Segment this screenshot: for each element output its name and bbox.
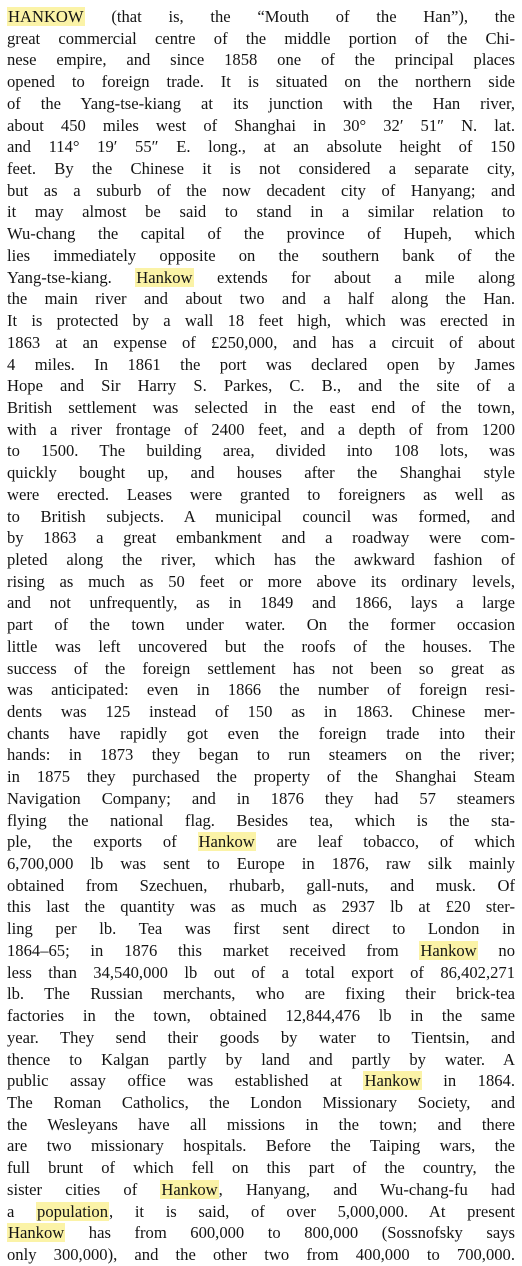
highlighted-term: Hankow — [420, 940, 477, 960]
text-line: ling per lb. Tea was first sent direct to London in — [7, 919, 515, 939]
text-line: HANKOW (that is, the “Mouth of the Han”), the — [8, 7, 515, 26]
text-line: and not unfrequently, as in 1849 and 1866, lays a large — [7, 593, 515, 613]
text-line: this last the quantity was as much as 2937 lb at £20 ster- — [7, 897, 515, 917]
text-line: hands: in 1873 they began to run steamers on the river; — [7, 745, 515, 765]
article-text — [7, 6, 515, 1266]
text-line: with a river frontage of 2400 feet, and a depth of from 1200 — [7, 419, 515, 439]
text-line: full brunt of which fell on this part of the country, the — [7, 1158, 515, 1178]
text-line: British settlement was selected in the east end of the town, — [7, 397, 515, 417]
text-line: little was left uncovered but the roofs of the houses. The — [7, 636, 515, 656]
text-line: 1863 at an expense of £250,000, and has a circuit of about — [7, 332, 515, 352]
text-line: and 114° 19′ 55″ E. long., at an absolute height of 150 — [7, 137, 515, 157]
text-line: opened to foreign trade. It is situated on the northern side — [7, 72, 515, 92]
text-line: factories in the town, obtained 12,844,476 lb in the same — [7, 1006, 515, 1026]
text-line: ple, the exports of Hankow are leaf tobacco, of which — [7, 832, 515, 852]
text-line: was anticipated: even in 1866 the number of foreign resi- — [7, 680, 515, 700]
highlighted-term: Hankow — [136, 267, 193, 287]
highlighted-term: population — [37, 1201, 109, 1221]
text-line: lb. The Russian merchants, who are fixing their brick-tea — [7, 984, 515, 1004]
text-line: of the Yang-tse-kiang at its junction with the Han river, — [7, 93, 515, 113]
text-line: were erected. Leases were granted to foreigners as well as — [7, 484, 515, 504]
text-line: Yang-tse-kiang. Hankow extends for about a mile along — [7, 267, 515, 287]
text-line: 4 miles. In 1861 the port was declared open by James — [7, 354, 515, 374]
text-line: year. They send their goods by water to Tientsin, and — [7, 1027, 515, 1047]
text-line: lies immediately opposite on the southern bank of the — [7, 245, 515, 265]
text-line: feet. By the Chinese it is not considered a separate city, — [7, 159, 515, 179]
text-line: public assay office was established at Hankow in 1864. — [7, 1071, 515, 1091]
text-line: great commercial centre of the middle portion of the Chi- — [7, 28, 515, 48]
text-line: a population, it is said, of over 5,000,000. At present — [7, 1201, 515, 1221]
text-line: dents was 125 instead of 150 as in 1863. Chinese mer- — [7, 702, 515, 721]
text-line: by 1863 a great embankment and a roadway were com- — [7, 528, 515, 548]
highlighted-term: HANKOW — [8, 7, 84, 26]
text-line: Hankow has from 600,000 to 800,000 (Sossnofsky says — [8, 1223, 515, 1243]
text-line: are two missionary hospitals. Before the Taiping wars, the — [7, 1136, 515, 1156]
text-line: It is protected by a wall 18 feet high, which was erected in — [7, 311, 515, 331]
text-line: less than 34,540,000 lb out of a total export of 86,402,271 — [7, 962, 515, 982]
text-line: The Roman Catholics, the London Missionary Society, and — [7, 1092, 515, 1112]
text-line: nese empire, and since 1858 one of the principal places — [7, 50, 515, 70]
text-line: Navigation Company; and in 1876 they had 57 steamers — [7, 788, 515, 808]
text-line: quickly bought up, and houses after the Shanghai style — [7, 463, 515, 483]
highlighted-term: Hankow — [161, 1179, 218, 1199]
text-line: 6,700,000 lb was sent to Europe in 1876, raw silk mainly — [7, 854, 515, 874]
text-line: the Wesleyans have all missions in the town; and there — [7, 1114, 515, 1134]
text-line: to British subjects. A municipal council was formed, and — [7, 506, 515, 526]
text-line: about 450 miles west of Shanghai in 30° 32′ 51″ N. lat. — [7, 115, 515, 135]
text-line: it may almost be said to stand in a similar relation to — [7, 202, 515, 222]
text-line: but as a suburb of the now decadent city of Hanyang; and — [7, 180, 515, 200]
text-line: success of the foreign settlement has not been so great as — [7, 658, 515, 678]
text-line: sister cities of Hankow, Hanyang, and Wu-chang-fu had — [7, 1179, 515, 1199]
text-line: thence to Kalgan partly by land and partly by water. A — [7, 1049, 515, 1069]
highlighted-term: Hankow — [8, 1223, 65, 1243]
text-line: pleted along the river, which has the awkward fashion of — [7, 549, 515, 569]
text-line: to 1500. The building area, divided into 108 lots, was — [7, 441, 515, 461]
text-line: Hope and Sir Harry S. Parkes, C. B., and the site of a — [7, 376, 515, 396]
text-line: the main river and about two and a half along the Han. — [7, 289, 515, 309]
text-line: part of the town under water. On the former occasion — [7, 615, 515, 635]
text-line: chants have rapidly got even the foreign trade into their — [7, 723, 515, 743]
highlighted-term: Hankow — [198, 832, 255, 852]
highlighted-term: Hankow — [364, 1071, 421, 1091]
text-line: rising as much as 50 feet or more above its ordinary levels, — [7, 571, 515, 591]
text-line: flying the national flag. Besides tea, which is the sta- — [7, 810, 515, 830]
text-line: Wu-chang the capital of the province of Hupeh, which — [7, 224, 515, 244]
text-line: only 300,000), and the other two from 400,000 to 700,000. — [7, 1244, 515, 1264]
text-line: 1864–65; in 1876 this market received from Hankow no — [7, 940, 515, 960]
text-line: in 1875 they purchased the property of the Shanghai Steam — [7, 767, 515, 787]
text-line: obtained from Szechuen, rhubarb, gall-nuts, and musk. Of — [7, 875, 515, 895]
